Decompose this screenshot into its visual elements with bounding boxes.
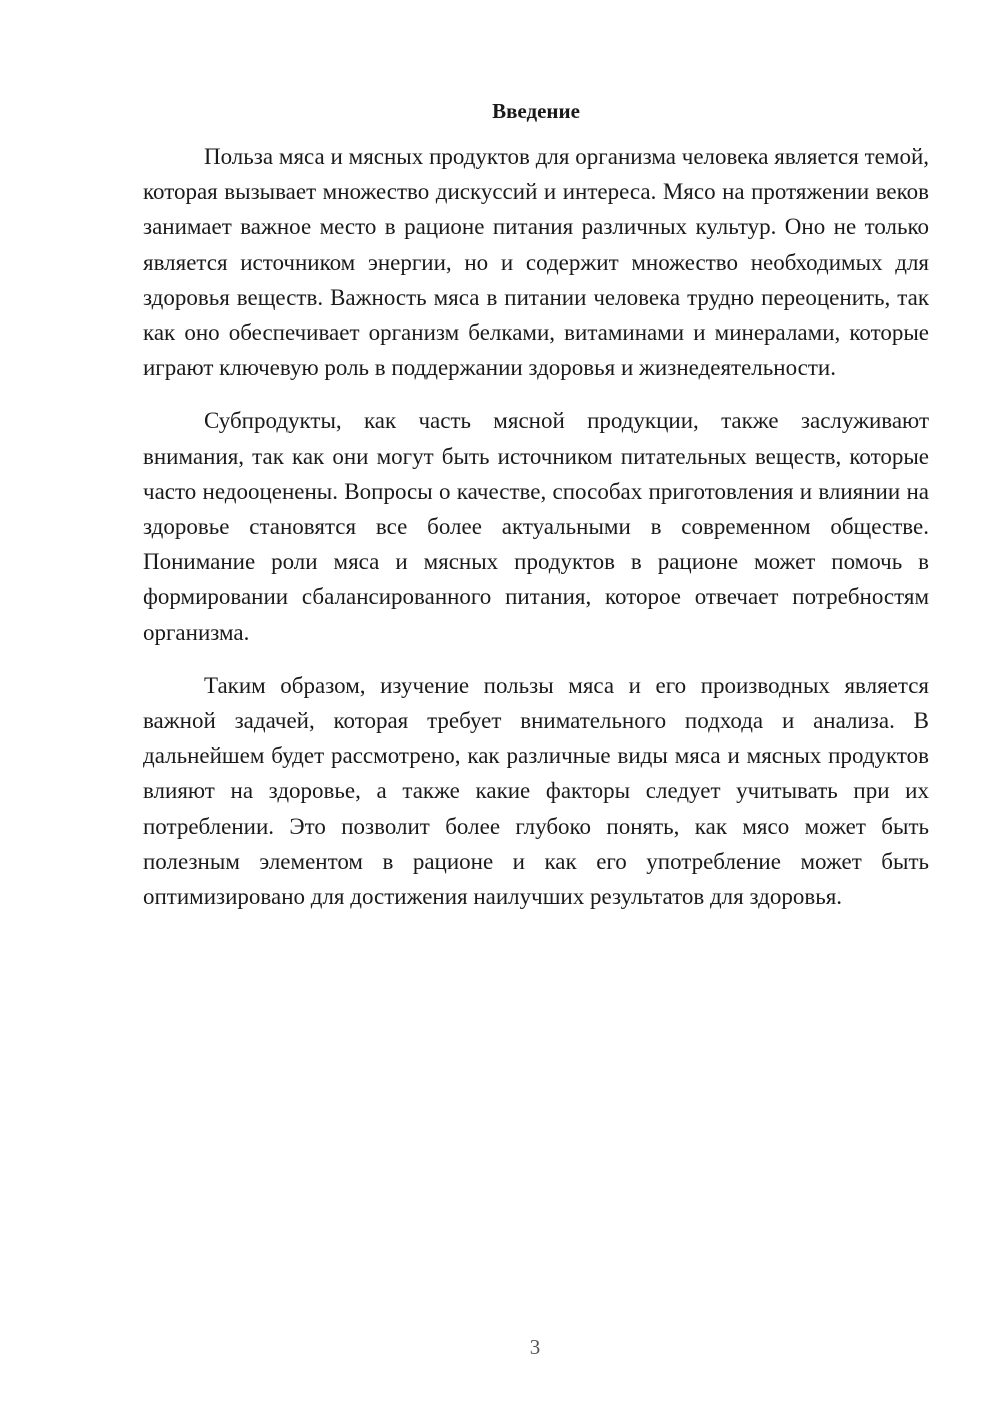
paragraph-1: Польза мяса и мясных продуктов для организма человека является темой, которая вызывает множество дискуссий и интереса. Мясо на протяжении веков занимает важное место в рационе питания различных культур. Оно не только является источником энергии, но и содержит множество необходимых для здоровья веществ. Важность мяса в питании человека трудно переоценить, так как оно обеспечивает организм белками, витаминами и минералами, которые играют ключевую роль в поддержании здоровья и жизнедеятельности. — [143, 144, 929, 381]
document-body — [143, 96, 929, 932]
page-number: 3 — [529, 1335, 541, 1359]
paragraph-2: Субпродукты, как часть мясной продукции, также заслуживают внимания, так как они могут быть источником питательных веществ, которые часто недооценены. Вопросы о качестве, способах приготовления и влиянии на здоровье становятся все более актуальными в современном обществе. Понимание роли мяса и мясных продуктов в рационе может помочь в формировании сбалансированного питания, которое отвечает потребностям организма. — [143, 408, 929, 645]
paragraph-3: Таким образом, изучение пользы мяса и его производных является важной задачей, которая требует внимательного подхода и анализа. В дальнейшем будет рассмотрено, как различные виды мяса и мясных продуктов влияют на здоровье, а также какие факторы следует учитывать при их потреблении. Это позволит более глубоко понять, как мясо может быть полезным элементом в рационе и как его употребление может быть оптимизировано для достижения наилучших результатов для здоровья. — [143, 672, 929, 910]
section-title: Введение — [492, 99, 580, 123]
